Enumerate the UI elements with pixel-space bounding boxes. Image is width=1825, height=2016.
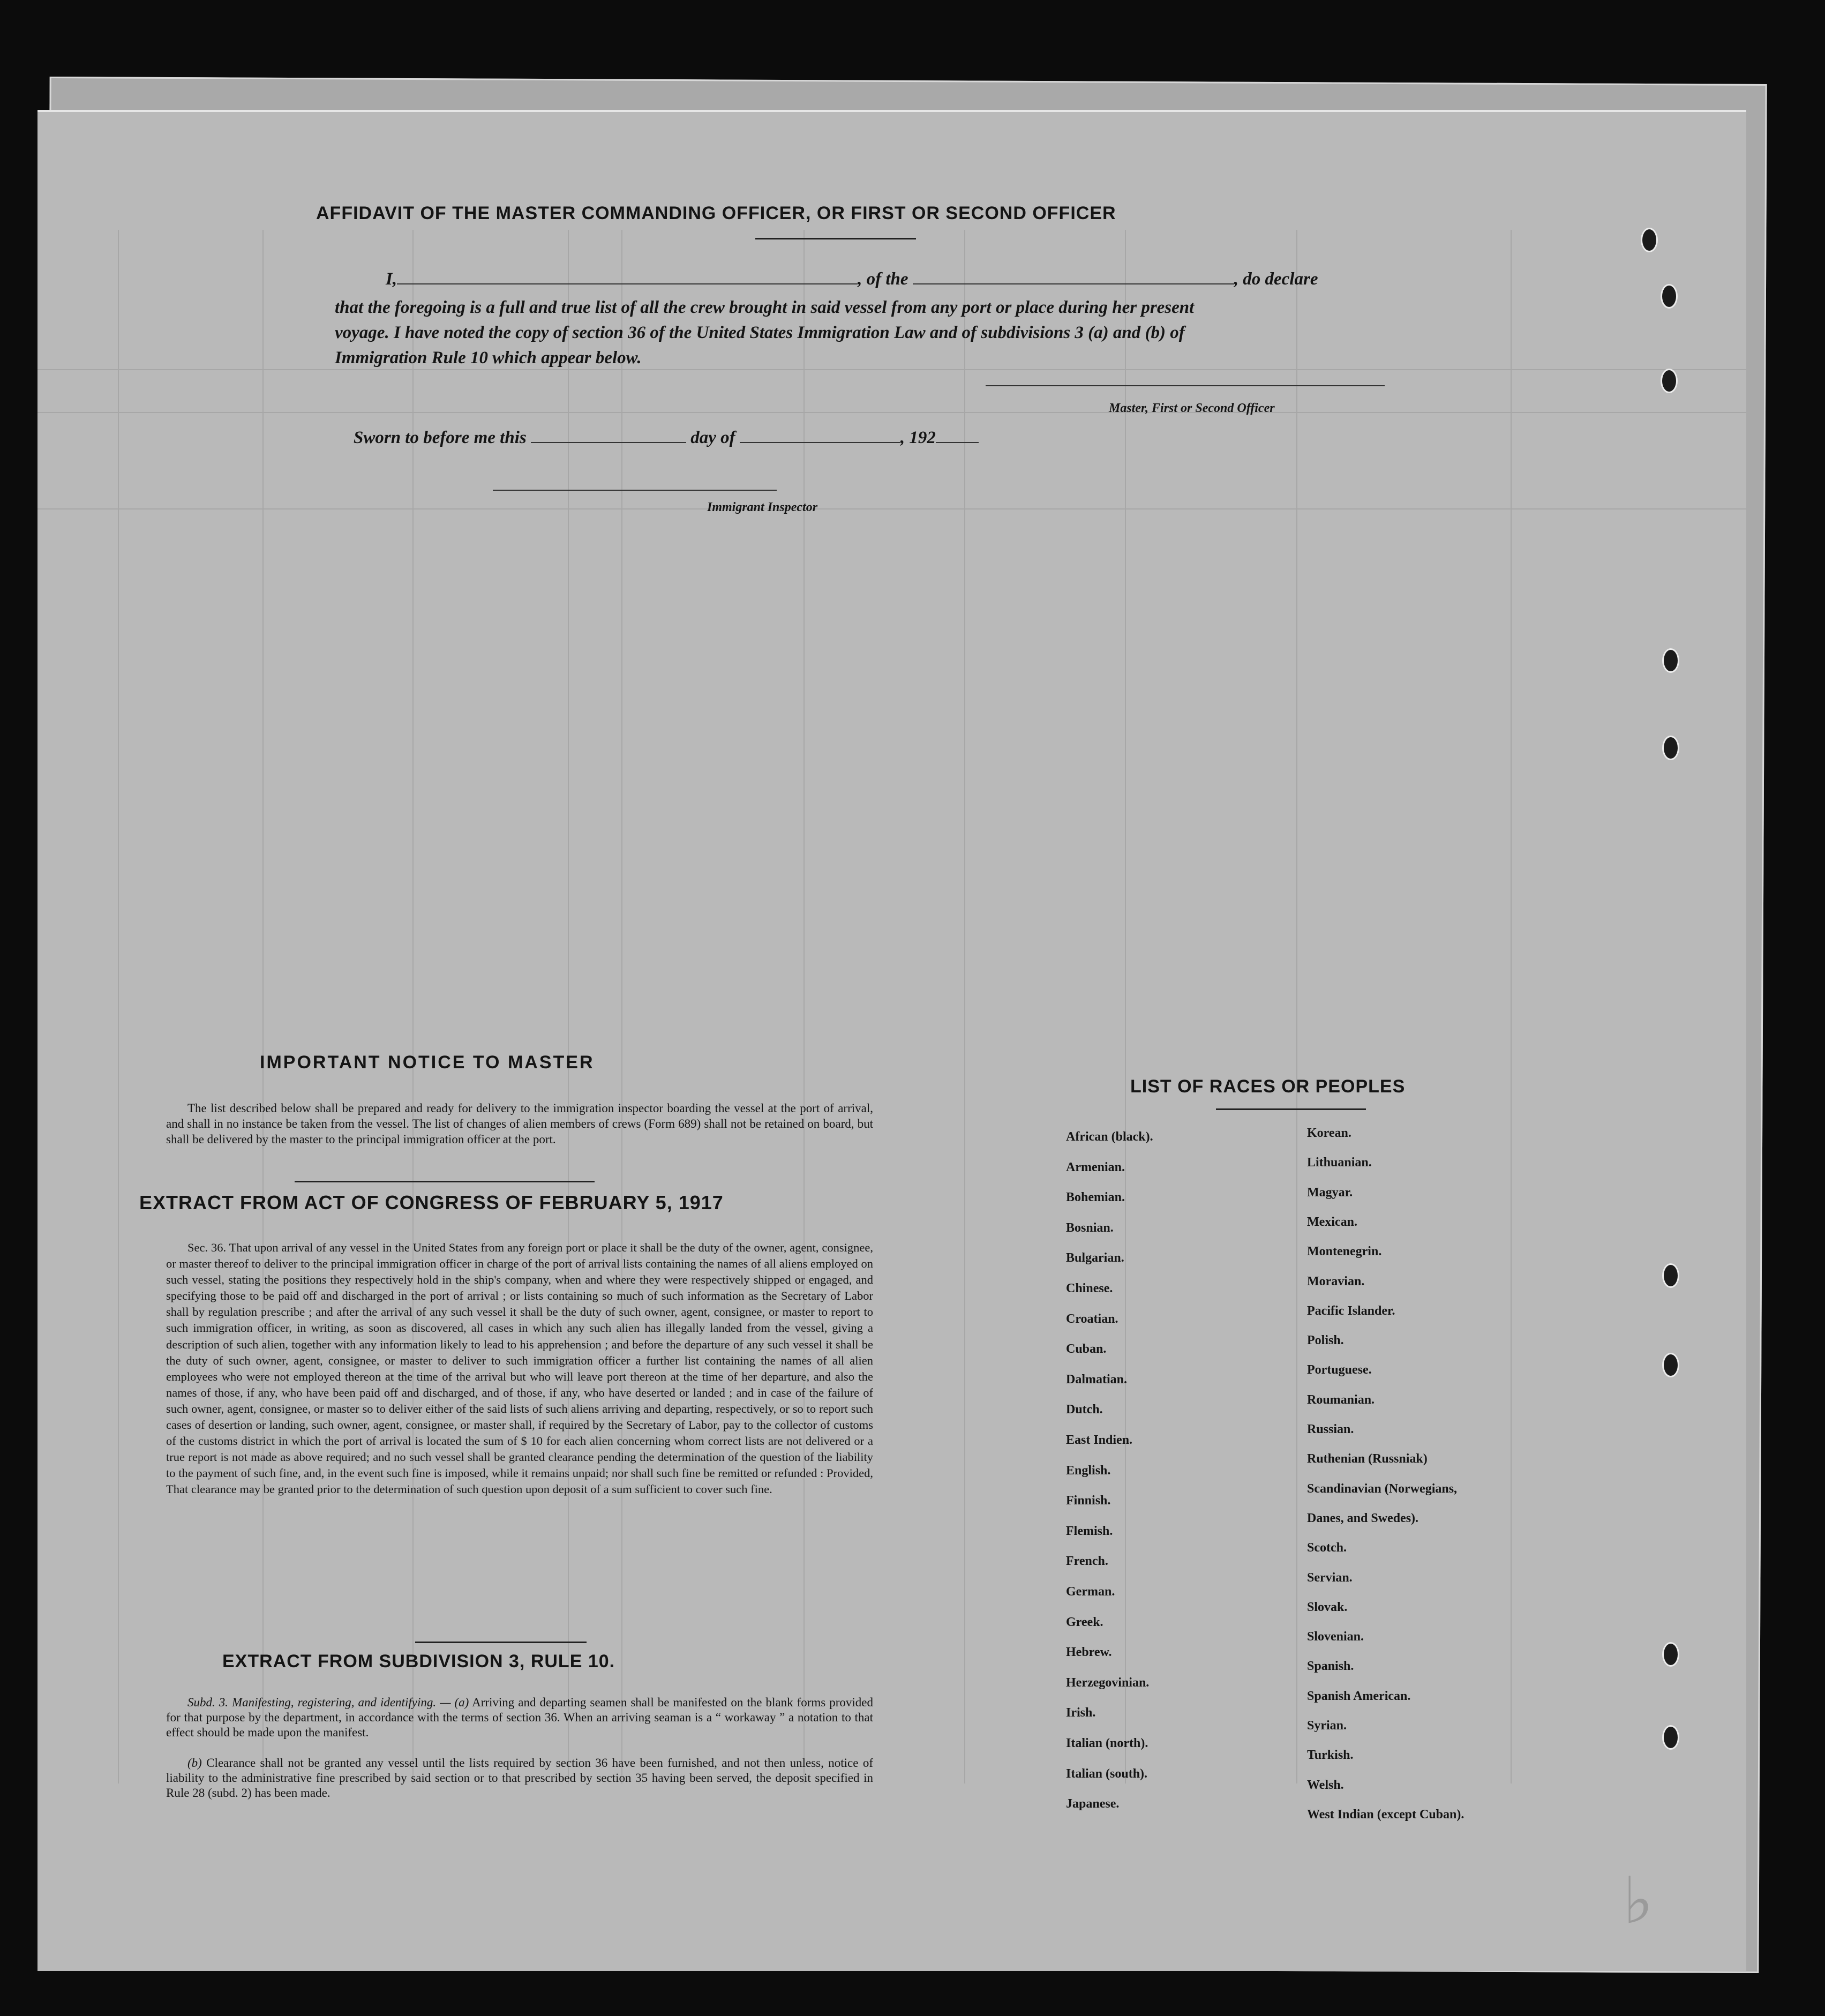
race-item: Ruthenian (Russniak) [1307,1452,1428,1466]
binder-hole [1641,228,1658,252]
notice-text: The list described below shall be prepared and ready for delivery to the immigration inspector boarding the vessel at the port of arrival, and shall in no instance be taken from the vessel. The list of changes of alien members of crews (Form 689) shall not be retained on board, but shall be delivered by the master to the principal immigration officer at the port. [166,1101,873,1146]
binder-hole [1662,1263,1679,1288]
race-item: East Indien. [1066,1433,1133,1447]
act-text: Sec. 36. That upon arrival of any vessel in the United States from any foreign port or place it shall be the duty of the owner, agent, consignee, or master thereof to deliver to the principal immigration officer in charge of the port of arrival lists containing the names of all aliens employed on such vessel, stating the positions they respectively hold in the ship's company, when and where they were respectively shipped or engaged, and specifying those to be paid off and discharged in the port of arrival ; or lists containing so much of such information as the Secretary of Labor shall by regulation prescribe ; and after the arrival of any such vessel it shall be the duty of such owner, agent, consignee, or master to report to such immigration officer, in writing, as soon as discovered, all cases in which any such alien has illegally landed from the vessel, giving a description of such alien, together with any information likely to lead to his apprehension ; and before the departure of any such vessel it shall be the duty of such owner, agent, consignee, or master to deliver to such immigration officer a further list containing the names of all alien employees who were not employed thereon at the time of the arrival but who will leave port thereon at the time of her departure, and also the names of those, if any, who have been paid off and discharged, and of those, if any, who have deserted or landed ; and in case of the failure of such owner, agent, consignee, or master so to deliver either of the said lists of such aliens arriving and departing, respectively, or so to report such cases of desertion or landing, such owner, agent, consignee, or master shall, if required by the Secretary of Labor, pay to the collector of customs of the customs district in which the port of arrival is located the sum of $ 10 for each alien concerning whom correct lists are not delivered or a true report is not made as above required; and no such vessel shall be granted clearance pending the determination of the question of the liability to the payment of such fine, and, in the event such fine is imposed, while it remains unpaid; nor shall such fine be remitted or refunded : Provided, That clearance may be granted prior to the determination of such question upon deposit of a sum sufficient to cover such fine. [166,1241,873,1496]
binder-hole [1662,648,1679,673]
stamped-number-mark: ♭ [1623,1864,1654,1938]
year-label: , 192 [900,428,936,447]
race-item: Lithuanian. [1307,1156,1372,1170]
year-blank[interactable] [936,442,979,443]
race-item: Japanese. [1066,1797,1120,1811]
month-blank[interactable] [740,442,900,443]
race-item: Korean. [1307,1126,1351,1140]
race-item: Portuguese. [1307,1363,1372,1377]
act-title: EXTRACT FROM ACT OF CONGRESS OF FEBRUARY 5, 1917 [139,1191,724,1213]
race-item: Slovenian. [1307,1630,1364,1644]
of-the-label: , of the [858,269,908,289]
bleed-through-grid [37,112,1746,1971]
race-item: Danes, and Swedes). [1307,1511,1419,1525]
race-item: Roumanian. [1307,1392,1375,1407]
race-item: Slovak. [1307,1600,1348,1614]
binder-hole [1661,284,1678,309]
race-item: Italian (south). [1066,1766,1148,1781]
race-item: Moravian. [1307,1274,1365,1288]
declaration-line-3: voyage. I have noted the copy of section 36 of the United States Immigration Law and of subdivisions 3 (a) and (b) of [335,323,1185,342]
race-item: German. [1066,1585,1115,1599]
subdivision-paragraph-a [166,1695,873,1740]
subdivision-a-lead: Subd. 3. Manifesting, registering, and identifying. — (a) [187,1696,469,1709]
inspector-label: Immigrant Inspector [707,500,818,514]
binder-hole [1661,369,1678,393]
name-blank[interactable] [397,283,858,284]
subdivision-a-text: Arriving and departing seamen shall be manifested on the blank forms provided for that purpose by the department, in accordance with the terms of section 36. When an arriving seaman is a “ workaway ” a notation to that effect should be made upon the manifest. [166,1696,873,1739]
race-item: Syrian. [1307,1719,1347,1733]
subdivision-title: EXTRACT FROM SUBDIVISION 3, RULE 10. [222,1651,615,1672]
race-item: Cuban. [1066,1342,1107,1357]
notice-title: IMPORTANT NOTICE TO MASTER [260,1052,595,1073]
declare-label: , do declare [1234,269,1318,289]
race-item: Dutch. [1066,1403,1103,1417]
race-item: French. [1066,1554,1108,1569]
race-item: Polish. [1307,1333,1344,1348]
i-label: I, [386,269,397,289]
inspector-line[interactable] [493,490,777,491]
race-item: Armenian. [1066,1160,1125,1174]
race-item: Herzegovinian. [1066,1675,1150,1690]
race-item: English. [1066,1463,1111,1478]
sworn-line [354,428,979,448]
affidavit-title: AFFIDAVIT OF THE MASTER COMMANDING OFFICER, OR FIRST OR SECOND OFFICER [316,203,1116,223]
race-item: Dalmatian. [1066,1372,1127,1387]
race-item: West Indian (except Cuban). [1307,1807,1464,1822]
race-item: Hebrew. [1066,1645,1112,1660]
signature-line[interactable] [986,385,1385,386]
race-item: Irish. [1066,1706,1096,1720]
binder-hole [1662,1725,1679,1750]
race-item: Spanish. [1307,1659,1354,1674]
vessel-blank[interactable] [913,283,1234,284]
race-item: Magyar. [1307,1185,1353,1200]
declaration-line-2: that the foregoing is a full and true list of all the crew brought in said vessel from any port or place during her present [335,298,1195,317]
race-item: Italian (north). [1066,1736,1148,1750]
race-item: Bosnian. [1066,1220,1114,1235]
race-item: Servian. [1307,1570,1353,1585]
races-title: LIST OF RACES OR PEOPLES [1130,1076,1406,1097]
title-rule [755,238,916,239]
race-item: Bulgarian. [1066,1251,1124,1265]
signature-label: Master, First or Second Officer [1109,401,1275,415]
race-item: Welsh. [1307,1778,1344,1792]
day-of-label: day of [690,428,735,447]
race-item: Pacific Islander. [1307,1303,1395,1318]
race-item: Bohemian. [1066,1190,1125,1205]
race-item: Croatian. [1066,1311,1118,1326]
race-item: Spanish American. [1307,1689,1411,1703]
subdivision-b-text: Clearance shall not be granted any vessel until the lists required by section 36 have been furnished, and not then unless, notice of liability to the administrative fine prescribed by said section or to that prescribed by section 35 having been served, the deposit specified in Rule 28 (subd. 2) has been made. [166,1756,873,1800]
subdivision-b-lead: (b) [187,1756,202,1770]
races-rule [1216,1108,1366,1110]
race-item: Turkish. [1307,1748,1354,1763]
declaration-line-1 [386,267,1318,291]
race-item: Russian. [1307,1422,1354,1436]
race-item: Greek. [1066,1615,1103,1629]
binder-hole [1662,1642,1679,1667]
race-item: Flemish. [1066,1524,1113,1538]
binder-hole [1662,1353,1679,1377]
act-rule [295,1181,595,1182]
day-blank[interactable] [531,442,686,443]
declaration-line-4: Immigration Rule 10 which appear below. [335,348,642,368]
race-item: African (black). [1066,1130,1153,1144]
race-item: Finnish. [1066,1494,1111,1508]
binder-hole [1662,736,1679,760]
sworn-label: Sworn to before me this [354,428,527,447]
race-item: Montenegrin. [1307,1245,1382,1259]
subdivision-rule [415,1642,587,1643]
race-item: Scotch. [1307,1541,1347,1555]
race-item: Mexican. [1307,1215,1357,1229]
race-item: Scandinavian (Norwegians, [1307,1481,1458,1496]
subdivision-paragraph-b [166,1756,873,1801]
race-item: Chinese. [1066,1281,1113,1295]
document-page [37,110,1746,1971]
